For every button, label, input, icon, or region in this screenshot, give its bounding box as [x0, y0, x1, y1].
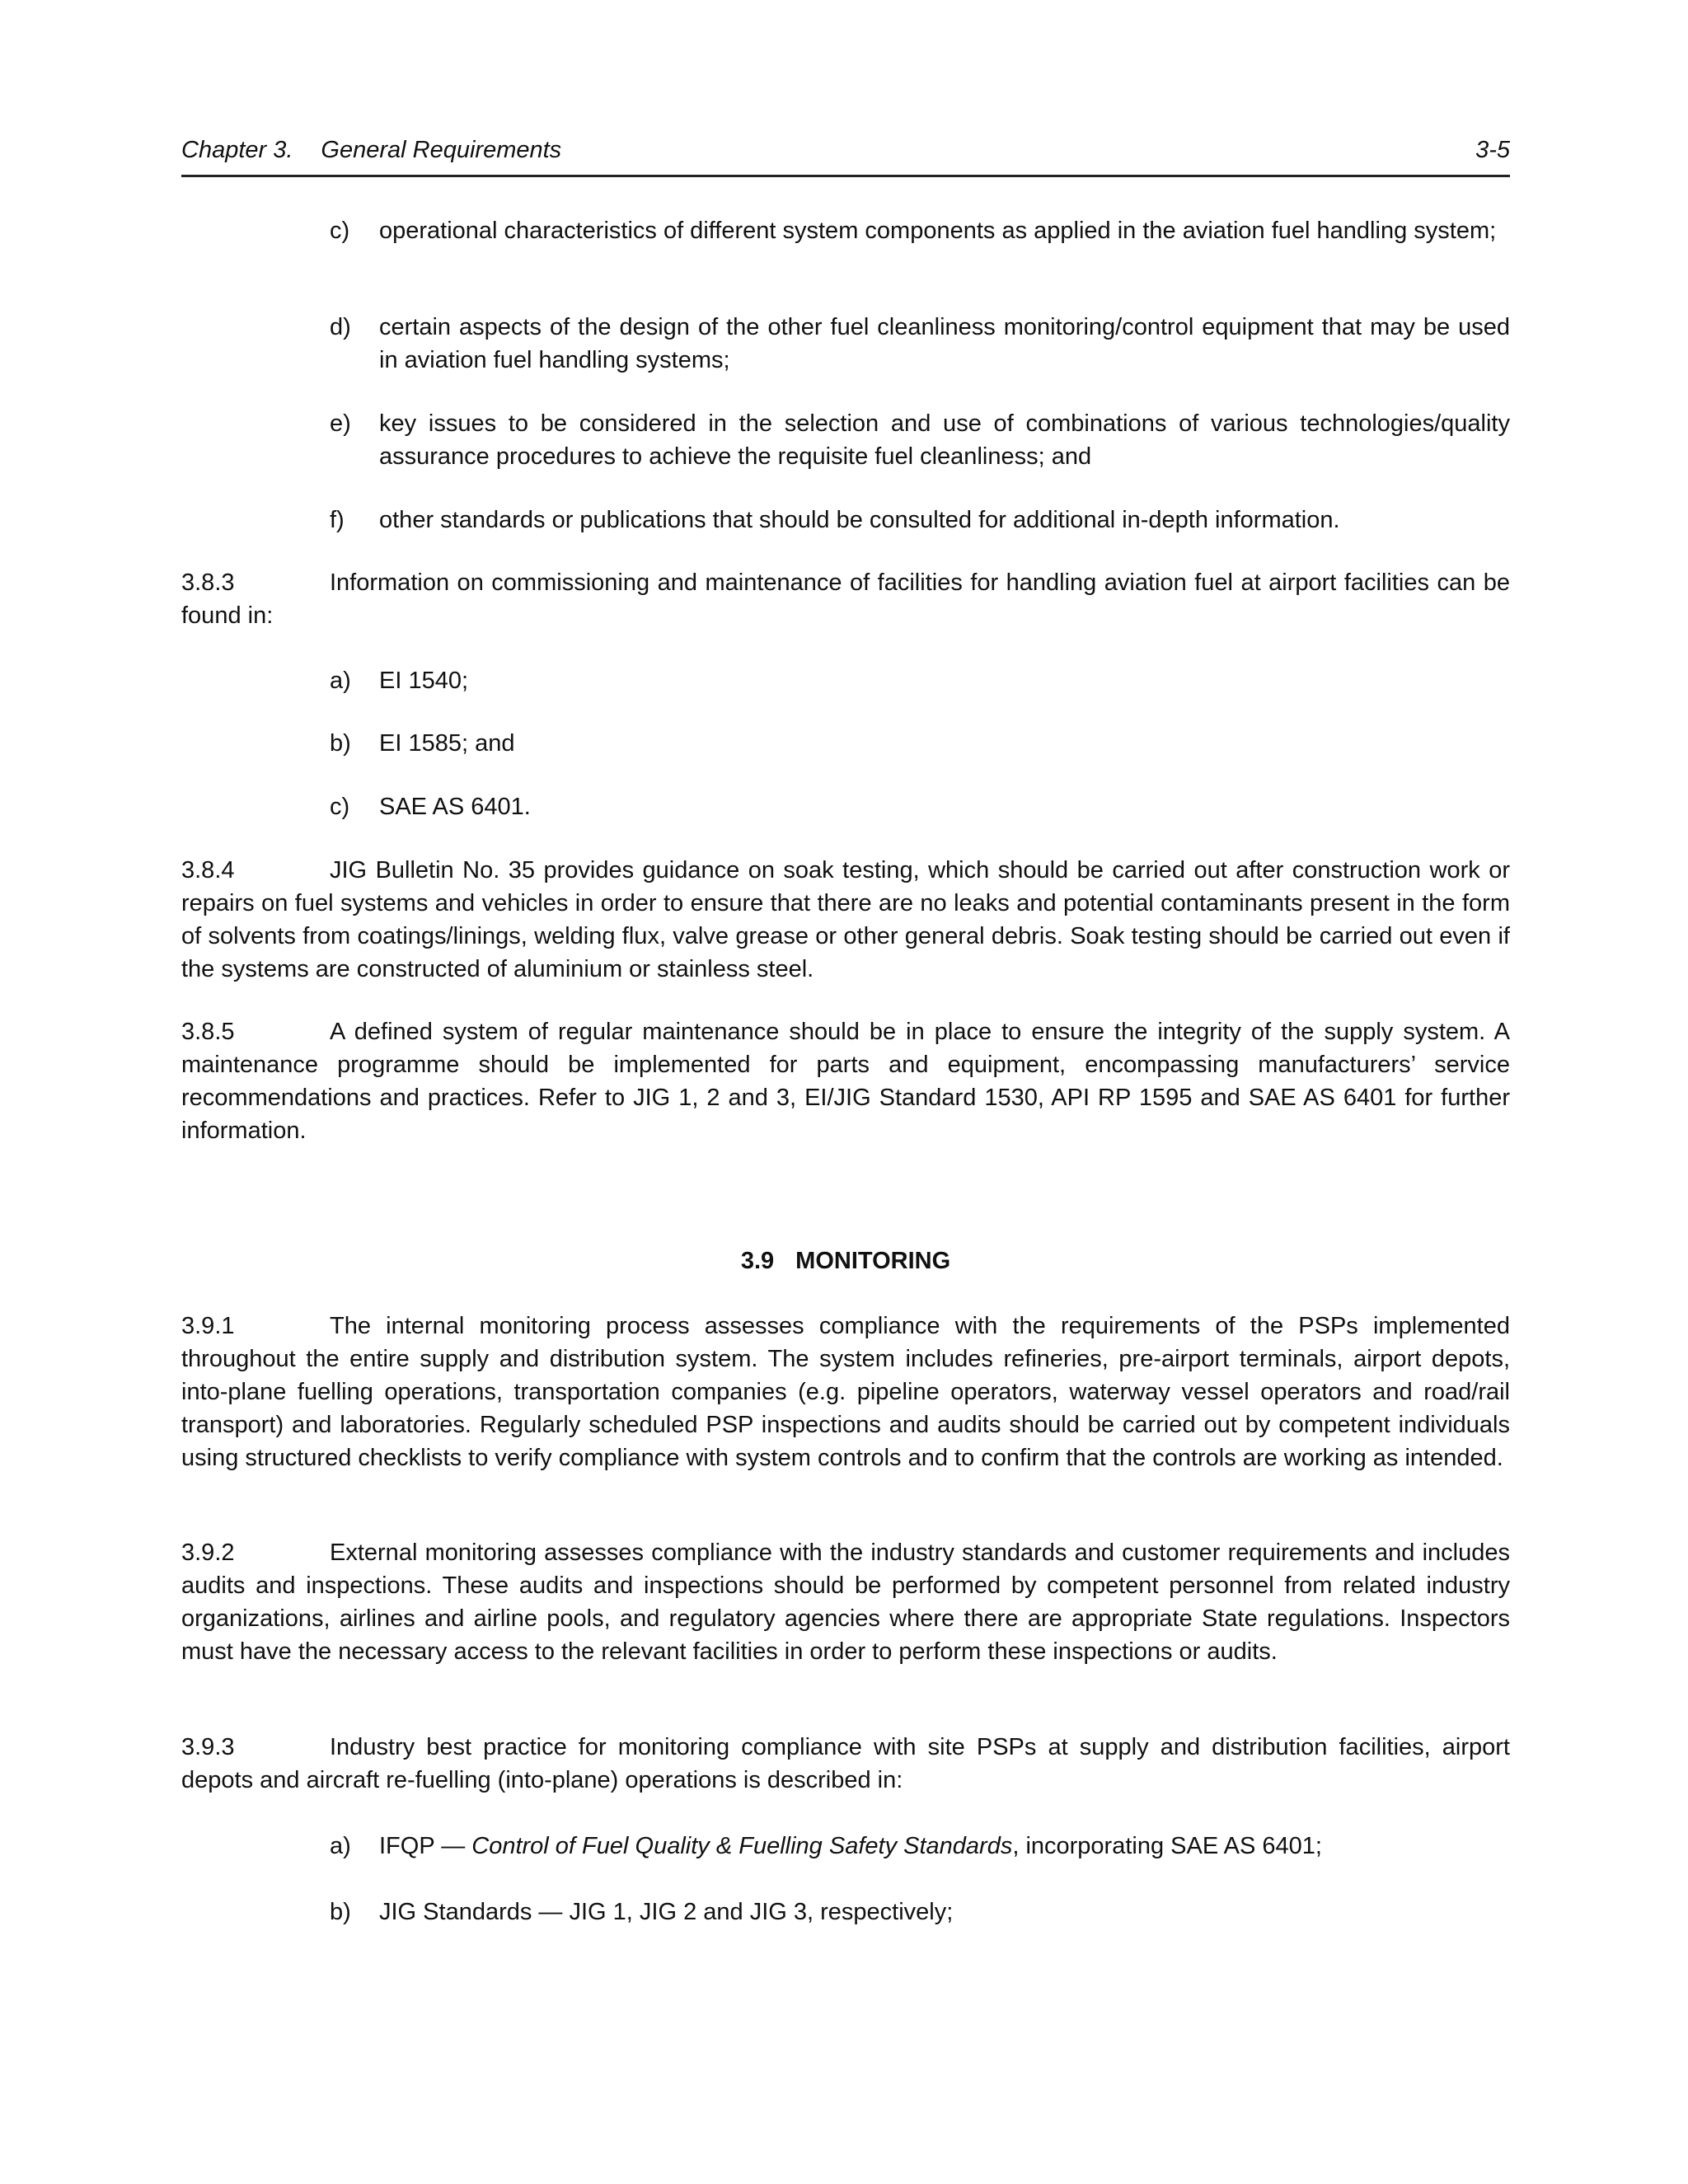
list-item-label: c) [330, 794, 350, 820]
list-item-text: certain aspects of the design of the other fuel cleanliness monitoring/control equipment that may be used in aviation fuel handling systems; [379, 314, 1510, 373]
list-item-label: b) [330, 1899, 351, 1925]
list-item-text: SAE AS 6401. [379, 794, 531, 820]
paragraph-3-9-3 [181, 1731, 1510, 1797]
list-item-label: f) [330, 507, 345, 533]
chapter-number: Chapter 3. [181, 137, 293, 163]
section-number: 3.9 [740, 1248, 775, 1274]
list-item-label: a) [330, 1833, 351, 1859]
list-item [330, 790, 1510, 823]
list-item-text-suffix: , incorporating SAE AS 6401; [1012, 1833, 1322, 1859]
chapter-heading [181, 134, 561, 166]
list-item [330, 311, 1510, 377]
paragraph-number: 3.8.5 [181, 1019, 235, 1045]
list-item-text [379, 1830, 1510, 1863]
chapter-title: General Requirements [321, 137, 562, 163]
paragraph-number: 3.9.1 [181, 1313, 235, 1339]
paragraph-3-8-3 [181, 566, 1510, 632]
paragraph-3-9-1 [181, 1310, 1510, 1474]
page-number: 3-5 [1475, 137, 1510, 163]
paragraph-number: 3.9.2 [181, 1540, 235, 1566]
list-item [330, 504, 1510, 537]
list-item-label: a) [330, 668, 351, 694]
list-item-text: EI 1540; [379, 668, 469, 694]
paragraph-3-9-2 [181, 1536, 1510, 1668]
paragraph-number: 3.8.4 [181, 857, 235, 883]
list-item [330, 1896, 1510, 1929]
paragraph-text: External monitoring assesses compliance with the industry standards and customer requirements and includes audits and inspections. These audits and inspections should be performed by competent personnel from related industry organizations, airlines and airline pools, and regulatory agencies where there are appropriate State regulations. Inspectors must have the necessary access to the relevant facilities in order to perform these inspections or audits. [181, 1540, 1510, 1665]
list-item-label: b) [330, 730, 351, 757]
paragraph-number: 3.8.3 [181, 569, 235, 596]
paragraph-3-8-4 [181, 854, 1510, 986]
list-item-italic-title: Control of Fuel Quality & Fuelling Safety Standards [471, 1833, 1013, 1859]
list-item [330, 664, 1510, 697]
list-item [330, 407, 1510, 473]
section-heading [181, 1244, 1510, 1277]
paragraph-text: JIG Bulletin No. 35 provides guidance on soak testing, which should be carried out after construction work or repairs on fuel systems and vehicles in order to ensure that there are no leaks and potential contaminants present in the form of solvents from coatings/linings, welding flux, valve grease or other general debris. Soak testing should be carried out even if the systems are constructed of aluminium or stainless steel. [181, 857, 1510, 982]
list-item-text: EI 1585; and [379, 730, 515, 757]
list-item [330, 214, 1510, 247]
list-item-label: d) [330, 314, 351, 340]
list-item-label: e) [330, 410, 351, 437]
list-item-label: c) [330, 218, 350, 244]
paragraph-3-8-5 [181, 1015, 1510, 1147]
paragraph-number: 3.9.3 [181, 1734, 235, 1760]
section-title: MONITORING [795, 1248, 951, 1274]
page-header [181, 134, 1510, 177]
paragraph-text: Information on commissioning and maintenance of facilities for handling aviation fuel at airport facilities can be found in: [181, 569, 1510, 629]
paragraph-text: Industry best practice for monitoring compliance with site PSPs at supply and distribution facilities, airport depots and aircraft re-fuelling (into-plane) operations is described in: [181, 1734, 1510, 1793]
list-item-text-prefix: IFQP — [379, 1833, 472, 1859]
list-item [330, 1830, 1510, 1863]
list-item-text: JIG Standards — JIG 1, JIG 2 and JIG 3, respectively; [379, 1899, 954, 1925]
list-item-text: key issues to be considered in the selection and use of combinations of various technologies/quality assurance procedures to achieve the requisite fuel cleanliness; and [379, 410, 1510, 470]
list-item-text: operational characteristics of different system components as applied in the aviation fuel handling system; [379, 218, 1497, 244]
list-item [330, 727, 1510, 760]
paragraph-text: A defined system of regular maintenance should be in place to ensure the integrity of the supply system. A maintenance programme should be implemented for parts and equipment, encompassing manufacturers’ service recommendations and practices. Refer to JIG 1, 2 and 3, EI/JIG Standard 1530, API RP 1595 and SAE AS 6401 for further information. [181, 1019, 1510, 1144]
paragraph-text: The internal monitoring process assesses compliance with the requirements of the PSPs implemented throughout the entire supply and distribution system. The system includes refineries, pre-airport terminals, airport depots, into-plane fuelling operations, transportation companies (e.g. pipeline operators, waterway vessel operators and road/rail transport) and laboratories. Regularly scheduled PSP inspections and audits should be carried out by competent individuals using structured checklists to verify compliance with system controls and to confirm that the controls are working as intended. [181, 1313, 1510, 1471]
list-item-text: other standards or publications that should be consulted for additional in-depth information. [379, 507, 1340, 533]
